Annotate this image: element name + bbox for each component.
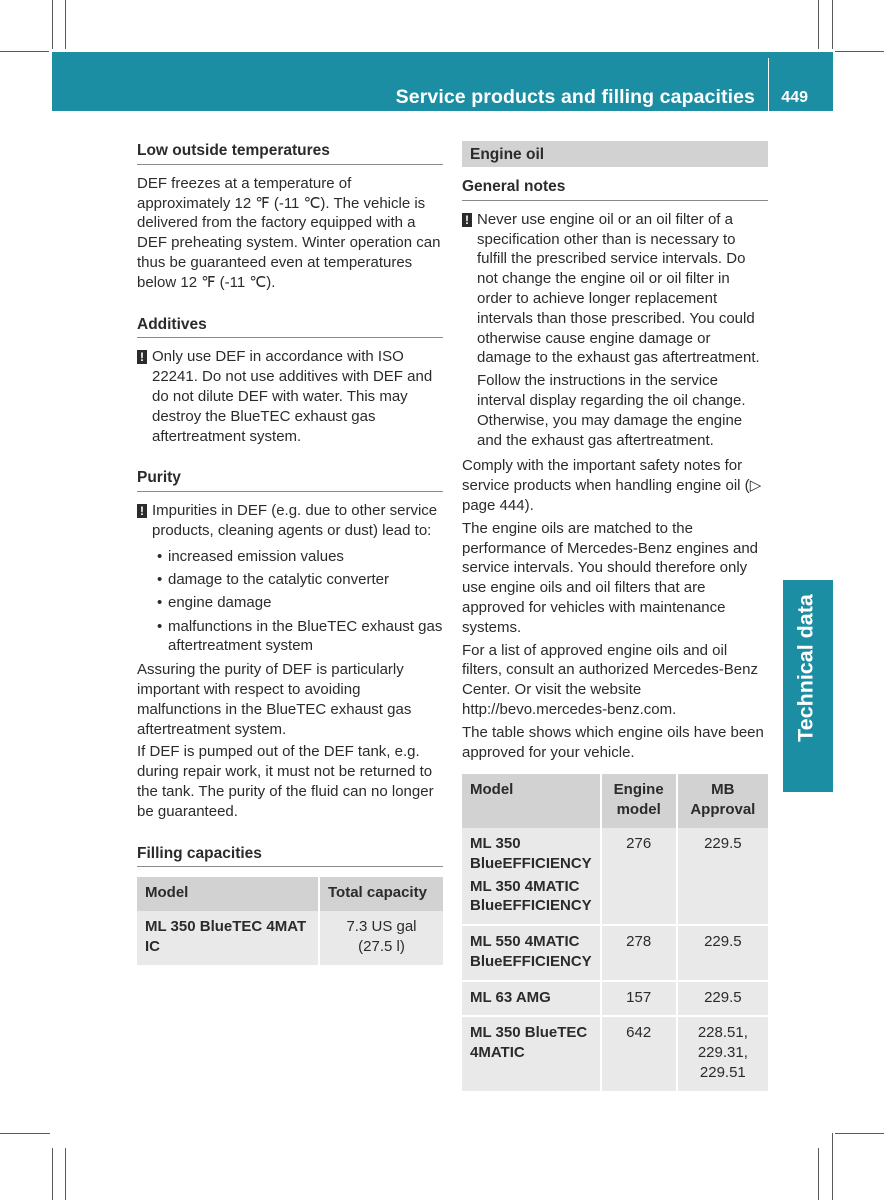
left-column [137,141,443,965]
purity-warning-text: Impurities in DEF (e.g. due to other service products, cleaning agents or dust) lead to: [152,502,438,539]
table-row [462,828,768,925]
list-item: • increased emission values [137,547,443,567]
column-header-approval [677,774,768,828]
table-row [137,911,443,965]
list-item: • damage to the catalytic converter [137,570,443,590]
cell-approval [677,1016,768,1090]
list-item: • engine damage [137,593,443,613]
heading-filling-capacities: Filling capacities [137,844,443,868]
warning-icon: ! [137,350,147,364]
right-column [462,141,768,1091]
column-header-model: Model [137,877,319,911]
table-header-row [137,877,443,911]
additives-warning-text: Only use DEF in accordance with ISO 22241. Do not use additives with DEF and do not dilute DEF with water. This may destroy the BlueTEC exhaust gas aftertreatment system. [152,348,433,445]
warning-icon: ! [137,504,147,518]
capacity-us: 7.3 US gal [346,918,417,936]
crop-mark [818,1148,819,1200]
column-header-capacity: Total capacity [319,877,443,911]
cell-engine: 276 [601,828,677,925]
warning-icon: ! [462,213,472,227]
cell-approval: 229.5 [677,925,768,981]
additives-warning [137,347,443,446]
approval-value: 228.51, [697,1024,748,1042]
safety-notes-paragraph [462,456,768,515]
page-header [52,52,833,111]
approval-value: 229.51 [699,1064,746,1082]
page-reference-link[interactable]: ▷ page 444 [462,477,762,514]
purity-paragraph-1: Assuring the purity of DEF is particularly important with respect to avoiding malfunctions in the BlueTEC exhaust gas aftertreatment system. [137,661,412,738]
cell-capacity [319,911,443,965]
purity-paragraph-2: If DEF is pumped out of the DEF tank, e.g. during repair work, it must not be returned to the tank. The purity of the fluid can no longer be guaranteed. [137,743,434,820]
section-tab-label: Technical data [793,594,818,742]
cell-model: ML 350 BlueTEC 4MATIC [462,1016,601,1090]
cell-engine: 278 [601,925,677,981]
table-row [462,925,768,981]
purity-consequences-list [137,547,443,656]
section-band-engine-oil: Engine oil [462,141,768,167]
crop-mark [832,1133,833,1200]
column-header-model: Model [462,774,601,828]
table-row [462,1016,768,1090]
list-item: • malfunctions in the BlueTEC exhaust gas aftertreatment system [137,617,443,657]
heading-low-temperatures: Low outside temperatures [137,141,443,165]
crop-mark [65,0,66,49]
low-temperatures-text: DEF freezes at a temperature of approximately 12 ℉ (-11 ℃). The vehicle is delivered from the factory equipped with a DEF preheating system. Winter operation can thus be guaranteed even at temperatures below 12 ℉ (-11 ℃). [137,174,441,291]
model-name: ML 350 BlueEFFICIENCY [470,834,592,872]
page-number: 449 [781,89,808,106]
header-line: Engine [613,781,664,799]
cell-engine: 157 [601,981,677,1017]
purity-warning [137,501,443,541]
heading-additives: Additives [137,315,443,339]
crop-mark [832,0,833,49]
crop-mark [835,1133,884,1134]
crop-mark [65,1148,66,1200]
safety-text: Comply with the important safety notes for service products when handling engine oil ( [462,457,750,495]
header-line: model [616,801,661,819]
cell-engine: 642 [601,1016,677,1090]
table-row [462,981,768,1017]
crop-mark [818,0,819,49]
heading-purity: Purity [137,468,443,492]
crop-mark [835,51,884,52]
cell-approval: 229.5 [677,981,768,1017]
capacity-metric: (27.5 l) [358,938,405,955]
heading-general-notes: General notes [462,177,768,201]
website-link[interactable]: http://bevo.mercedes-benz.com. [462,700,677,718]
header-title: Service products and filling capacities [395,86,755,108]
engine-oil-warning-followup: Follow the instructions in the service interval display regarding the oil change. Otherwise, you may damage the engine and the exhaust gas aftertreatment. [477,372,746,449]
crop-mark [52,1148,53,1200]
cell-model: ML 350 BlueTEC 4MATIC [137,911,319,965]
engine-oil-table [462,774,768,1091]
cell-model: ML 63 AMG [462,981,601,1017]
column-header-engine [601,774,677,828]
table-intro-paragraph: The table shows which engine oils have been approved for your vehicle. [462,723,764,761]
model-name: ML 350 4MATIC BlueEFFICIENCY [470,877,592,915]
approved-list-paragraph [462,641,768,720]
cell-model: ML 550 4MATIC BlueEFFICIENCY [462,925,601,981]
approved-list-text: For a list of approved engine oils and oil filters, consult an authorized Mercedes-Benz Center. Or visit the website [462,641,758,699]
header-line: MB [711,781,735,799]
cell-model [462,828,601,925]
header-divider [768,58,769,111]
header-line: Approval [690,801,756,819]
oils-matched-paragraph: The engine oils are matched to the performance of Mercedes-Benz engines and service intervals. You should therefore only use engine oils and oil filters that are approved for vehicles with maintenance systems. [462,519,759,636]
approval-value: 229.31, [697,1044,748,1062]
crop-mark [52,0,53,49]
crop-mark [0,51,49,52]
engine-oil-warning [462,210,768,368]
safety-text-end: ). [524,496,534,514]
cell-approval: 229.5 [677,828,768,925]
crop-mark [0,1133,50,1134]
filling-capacities-table [137,877,443,964]
engine-oil-warning-text: Never use engine oil or an oil filter of a specification other than is necessary to fulfill the prescribed service intervals. Do not change the engine oil or oil filter in order to achieve longer replacement intervals than those prescribed. You could otherwise cause engine damage or damage to the exhaust gas aftertreatment. [477,210,760,367]
table-header-row [462,774,768,828]
